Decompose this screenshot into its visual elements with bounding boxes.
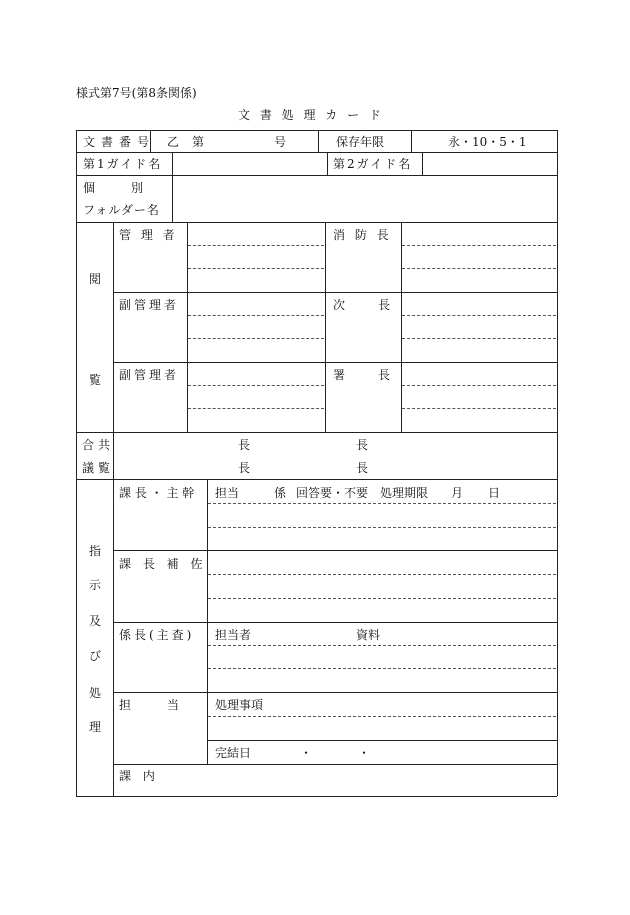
joint-cho-1: 長 xyxy=(238,438,251,452)
shiji-char-1: 指 xyxy=(89,544,102,558)
shocho-label: 署 長 xyxy=(333,368,394,382)
kacho-hosa-label: 課 長 補 佐 xyxy=(119,557,207,571)
card-title: 文 書 処 理 カ ー ド xyxy=(238,108,384,122)
tanto-left-label: 担 当 xyxy=(119,698,180,712)
guide1-label: 第1ガイド名 xyxy=(83,157,163,171)
joint-cho-3: 長 xyxy=(238,461,251,475)
tanto-text: 担当 xyxy=(215,486,240,500)
shiji-char-4: び xyxy=(89,649,102,663)
shiji-char-6: 理 xyxy=(89,720,102,734)
shiji-char-2: 示 xyxy=(89,578,102,592)
day-text: 日 xyxy=(488,486,501,500)
shiji-char-5: 処 xyxy=(89,686,102,700)
month-text: 月 xyxy=(451,486,464,500)
date-separator-2: ・ xyxy=(358,746,371,760)
fuku-kanrisha-label-2: 副管理者 xyxy=(119,368,180,382)
kakari-text: 係 xyxy=(274,486,287,500)
dai-char: 第 xyxy=(192,135,205,149)
kanrisha-label: 管 理 者 xyxy=(119,228,178,242)
shori-jiko-text: 処理事項 xyxy=(215,698,264,712)
date-separator-1: ・ xyxy=(300,746,313,760)
folder-name-label: フォルダー名 xyxy=(83,203,160,217)
retention-value: 永・10・5・1 xyxy=(448,135,527,149)
reply-needed-text: 回答要・不要 xyxy=(296,486,369,500)
joint-cho-2: 長 xyxy=(356,438,369,452)
go-char: 号 xyxy=(274,135,287,149)
kakaricho-label: 係長(主査) xyxy=(119,628,195,642)
jicho-label: 次 長 xyxy=(333,298,394,312)
doc-number-label: 文書番号 xyxy=(83,135,156,149)
fuku-kanrisha-label-1: 副管理者 xyxy=(119,298,180,312)
kacho-shukan-label: 課 長 ・ 主 幹 xyxy=(119,486,195,500)
joint-label-1: 合共 xyxy=(82,438,115,452)
tantosha-text: 担当者 xyxy=(215,628,252,642)
deadline-text: 処理期限 xyxy=(380,486,429,500)
individual-label: 個 別 xyxy=(83,181,144,195)
retention-label: 保存年限 xyxy=(336,135,385,149)
guide2-label: 第2ガイド名 xyxy=(333,157,413,171)
form-number-header: 様式第7号(第8条関係) xyxy=(76,86,197,100)
otsu-char: 乙 xyxy=(167,135,180,149)
shiji-char-3: 及 xyxy=(89,614,102,628)
shobocho-label: 消 防 長 xyxy=(333,228,392,242)
etsuran-char-2: 覧 xyxy=(89,373,102,387)
shiryo-text: 資料 xyxy=(356,628,381,642)
kanai-label: 課 内 xyxy=(119,769,159,783)
kanketsu-date-label: 完結日 xyxy=(215,746,252,760)
joint-cho-4: 長 xyxy=(356,461,369,475)
joint-label-2: 議覧 xyxy=(82,461,115,475)
etsuran-char-1: 閲 xyxy=(89,272,102,286)
